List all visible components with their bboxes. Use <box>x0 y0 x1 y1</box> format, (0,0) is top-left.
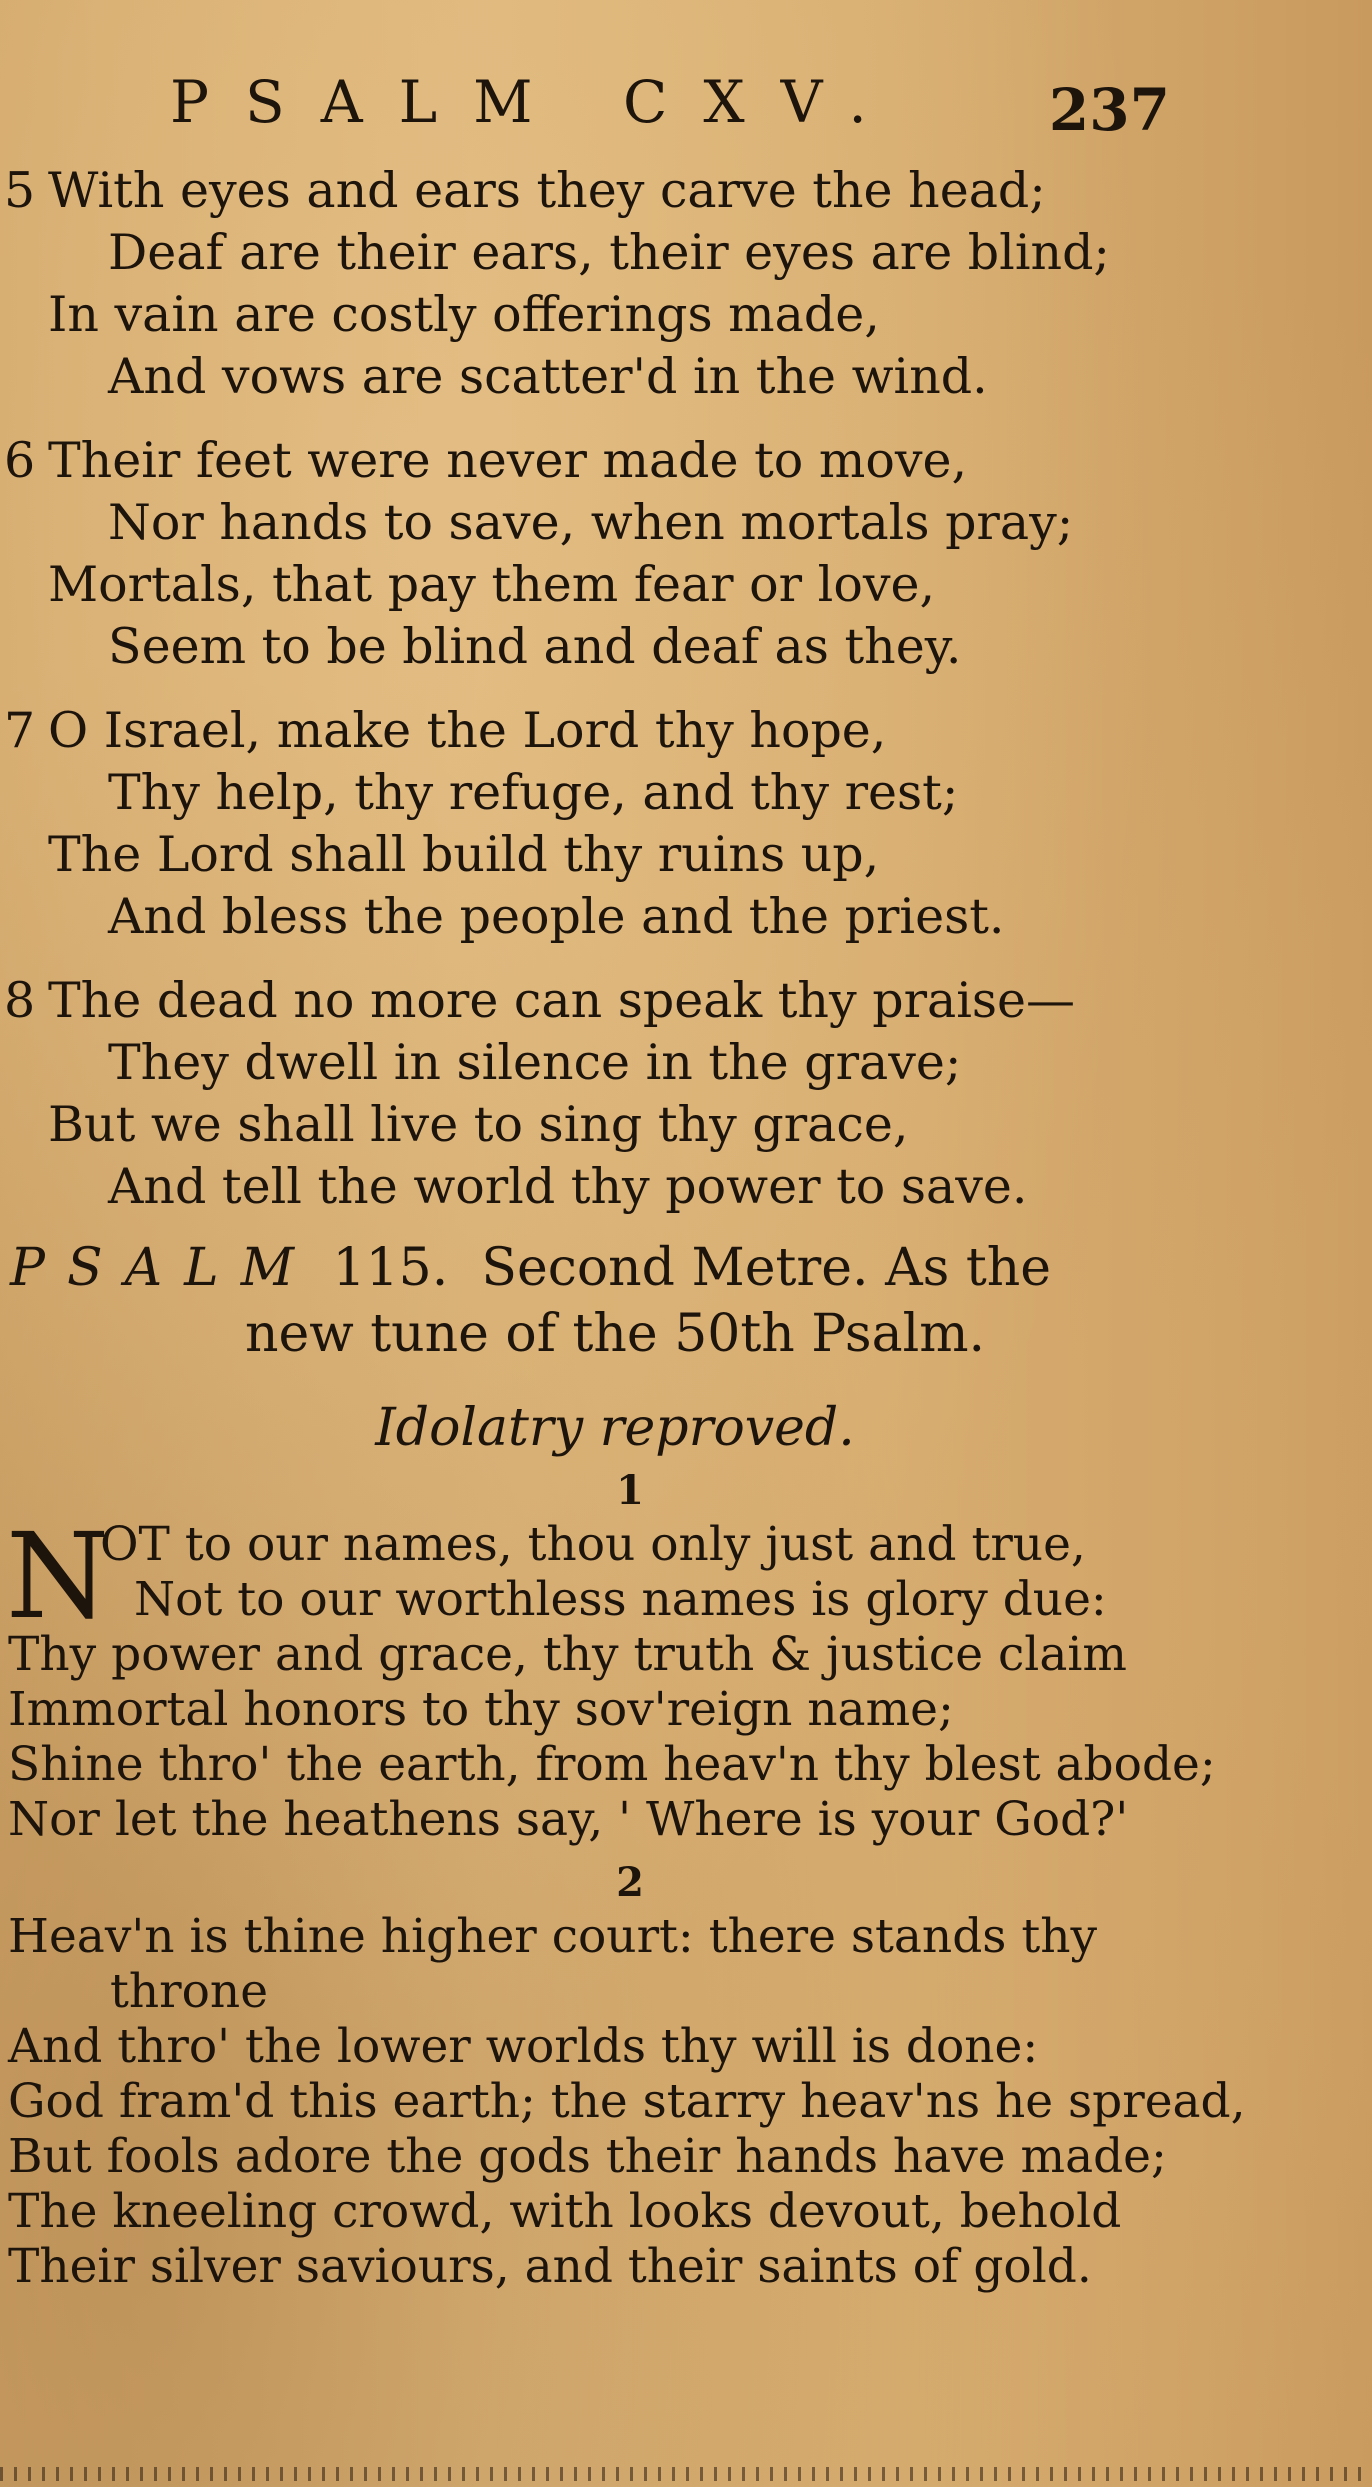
stanza-5 <box>0 160 1200 408</box>
verse-line: Thy help, thy refuge, and thy rest; <box>108 764 959 821</box>
verse-line: But fools adore the gods their hands have made; <box>8 2129 1167 2184</box>
verse-line: Nor let the heathens say, ' Where is your God?' <box>8 1792 1129 1847</box>
stanza-7 <box>0 700 1200 948</box>
verses-block <box>0 160 1200 1240</box>
running-head <box>170 62 1170 152</box>
psalm-tune: new tune of the 50th Psalm. <box>244 1304 986 1364</box>
verse-text: With eyes and ears they carve the head; <box>48 162 1046 219</box>
stanza-8 <box>0 970 1200 1218</box>
verse-line: In vain are costly offerings made, <box>48 286 880 343</box>
verse-line: The Lord shall build thy ruins up, <box>48 826 880 883</box>
psalm-number: 115. <box>332 1238 449 1298</box>
verse-line: They dwell in silence in the grave; <box>108 1034 962 1091</box>
dropcap-lines <box>0 1507 1200 1645</box>
verse-line: Heav'n is thine higher court: there stands thy <box>8 1909 1098 1964</box>
verse-line: And bless the people and the priest. <box>108 888 1005 945</box>
verse-line <box>0 430 1200 492</box>
stanza-number: 5 <box>4 162 36 219</box>
psalm-label: PSALM <box>10 1238 316 1298</box>
verse-line: Seem to be blind and deaf as they. <box>108 618 962 675</box>
verse-line: throne <box>110 1964 269 2019</box>
verse-line: God fram'd this earth; the starry heav'ns he spread, <box>8 2074 1246 2129</box>
verse-line <box>0 970 1200 1032</box>
verse-line: Shine thro' the earth, from heav'n thy blest abode; <box>8 1737 1216 1792</box>
verse-line: And thro' the lower worlds thy will is done: <box>8 2019 1039 2074</box>
page-number: 237 <box>1048 76 1170 144</box>
verse-line: Immortal honors to thy sov'reign name; <box>8 1682 954 1737</box>
stanza-6 <box>0 430 1200 678</box>
psalm-metre: Second Metre. As the <box>481 1238 1051 1298</box>
stanza-number: 8 <box>4 972 36 1029</box>
verse-line: Not to our worthless names is glory due: <box>134 1572 1107 1627</box>
verse-line: The kneeling crowd, with looks devout, behold <box>8 2184 1122 2239</box>
verse-text: O Israel, make the Lord thy hope, <box>48 702 887 759</box>
bottom-edge-rule <box>0 2467 1372 2481</box>
stanza-number: 6 <box>4 432 36 489</box>
verse-line: Their silver saviours, and their saints of gold. <box>8 2239 1092 2294</box>
verse-line <box>0 160 1200 222</box>
verse-line: Nor hands to save, when mortals pray; <box>108 494 1074 551</box>
stanza-number: 7 <box>4 702 36 759</box>
stanza-number: 1 <box>616 1467 644 1514</box>
verse-text: Their feet were never made to move, <box>48 432 968 489</box>
verse-line: OT to our names, thou only just and true, <box>100 1517 1086 1572</box>
verse-line <box>0 700 1200 762</box>
verse-line: But we shall live to sing thy grace, <box>48 1096 909 1153</box>
drop-cap: N <box>6 1507 110 1645</box>
psalm-title: PSALM CXV. <box>170 68 903 136</box>
stanza-gap <box>0 1847 1200 1857</box>
verse-line: And vows are scatter'd in the wind. <box>108 348 988 405</box>
psalm-heading-line <box>10 1235 1160 1301</box>
stanza-number: 2 <box>616 1859 644 1906</box>
psalm-subtitle: Idolatry reproved. <box>375 1398 855 1458</box>
psalm-heading <box>10 1235 1160 1461</box>
verse-line: Mortals, that pay them fear or love, <box>48 556 936 613</box>
verse-line: And tell the world thy power to save. <box>108 1158 1028 1215</box>
verse-text: The dead no more can speak thy praise— <box>48 972 1076 1029</box>
second-metre-text <box>0 1465 1246 2294</box>
verse-line: Thy power and grace, thy truth & justice claim <box>8 1627 1127 1682</box>
verse-line: Deaf are their ears, their eyes are blind; <box>108 224 1110 281</box>
